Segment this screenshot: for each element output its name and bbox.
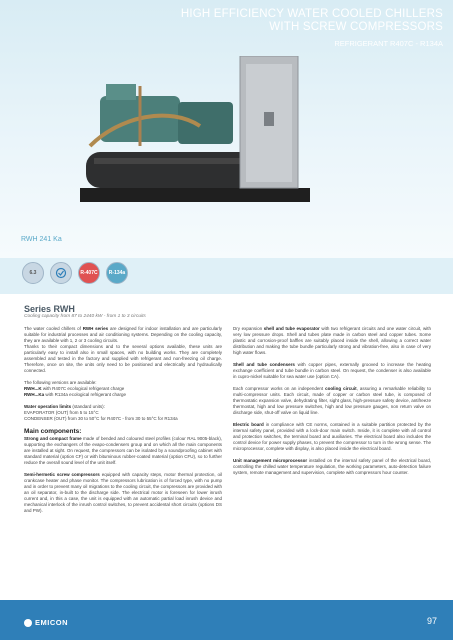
eurovent-icon bbox=[55, 267, 67, 279]
limits-paragraph: Water operation limits (standard units): EVAPORATOR (OUT) from 5 to 15°C CONDENSER (OUT) from 30 to 50°C for R407C - from 30 to 55°C for R134a bbox=[24, 404, 178, 421]
cooling-circuit-paragraph: Each compressor works on an independent cooling circuit, assuring a remarkable reliability to multi-compressor units. Each circuit, made of copper or carbon steel tube, is composed of thermostatic expansion valve, dehydrating filter, sight glass, high-pressure safety device, antifreeze thermostat, high and low pressure switches, high and low pressure gauges, non return valve on discharge side, shut-off valve on liquid line. bbox=[233, 386, 431, 415]
eurovent-badge bbox=[50, 262, 72, 284]
chiller-unit-image bbox=[80, 56, 310, 234]
evaporator-paragraph: Dry expansion shell and tube evaporator with two refrigerant circuits and one water circuit, with very low pressure drops. Shell and tubes plate made in carbon steel and copper tubes. Some plastic and corrosion-proof baffles are suitably placed inside the shell, allowing a correct water distribution and making the tube bundle particularly strong and vibration-free, also in case of very high water flows. bbox=[233, 326, 432, 355]
header bbox=[181, 8, 443, 48]
versions-paragraph: The following versions are available: RWH...K with R407C ecological refrigerant charge RWH...Ka with R134a ecological refrigerant charge bbox=[24, 380, 126, 397]
product-hero bbox=[0, 0, 453, 258]
electric-board-paragraph: Electric board in compliance with CE norms, contained in a suitable partition protected by the internal safety panel, provided with a lock-door main switch. Inside, it is complete with all control and protection switches, the terminal board and auxiliaries. The electrical board also includes the control device for power supply phases, to prevent the compressor to turn in the wrong sense. The microprocessor, complete with display, is also placed inside the electrical board. bbox=[233, 422, 431, 451]
microprocessor-paragraph: Unit management microprocessor installed on the internal safety panel of the electrical board, controlling the chilled water temperature regulation, the working parameters, auto-detection failure system, remote management and supervision, complete with compressors hour counter. bbox=[233, 458, 431, 475]
condensers-paragraph: Shell and tube condensers with copper pipes, externally grooved to increase the heating exchange coefficient and tube bundle in carbon steel. On request, the condenser is also available in cupro-nickel suitable for sea water use (option CA). bbox=[233, 362, 432, 379]
efficiency-badge: 6.3 bbox=[22, 262, 44, 284]
page-title-line2: WITH SCREW COMPRESSORS bbox=[269, 21, 443, 33]
main-components-heading: Main components: bbox=[24, 428, 82, 435]
logo-icon bbox=[24, 619, 32, 627]
intro-paragraph: The water cooled chillers of RWH series are designed for indoor installation and are particularly suitable for industrial processes and air conditioning systems. Depending on the cooling capacity, they are available with 1, 2 or 3 cooling circuits. Thanks to their compact dimensions and to the several options available, these units are particularly easy to install also in small spaces, with no building works. They are completely assembled and tested in the factory and supplied with refrigerant and non-freezing oil charge. Therefore, once on site, the units only need to be positioned and electrically and hydraulically connected. bbox=[24, 326, 222, 373]
refrigerant-r134a-badge: R-134a bbox=[106, 262, 128, 284]
right-column bbox=[233, 326, 431, 482]
page-title: HIGH EFFICIENCY WATER COOLED CHILLERS bbox=[180, 8, 443, 20]
page-number: 97 bbox=[426, 616, 437, 626]
model-label: RWH 241 Ka bbox=[21, 236, 62, 243]
page-subtitle: REFRIGERANT R407C - R134A bbox=[334, 39, 443, 48]
series-title: Series RWH bbox=[24, 304, 75, 314]
left-column bbox=[24, 326, 222, 520]
compressors-paragraph: Semi-hermetic screw compressors equipped with capacity steps, motor thermal protection, oil crankcase heater and phase monitor. The compressors lubrication is of forced type, with no pump and in order to prevent many oil migrations to the cooling circuit, the compressors are provided with an oil separator, in-built to the discharge side. The electrical motor is foreseen for lower inrush current and, in this a case, the unit is equipped with an automatic partial load inrush device and mechanical interlock of the inrush control switches, to prevent accidental short circuits (options DS and PW). bbox=[24, 472, 222, 513]
frame-paragraph: Strong and compact frame made of bended and coloured steel profiles (colour RAL 9005-black), supporting the exchangers of the evapo-condensers group and on which all the main components are installed at sight. On request, the compressors can be isolated by a soundproofing cabinet with standard material (option CF) or with bituminous rubber-coated material (option CFU), so to further reduce the overall sound level of the unit itself. bbox=[24, 436, 222, 465]
refrigerant-r407c-badge: R-407C bbox=[78, 262, 100, 284]
emicon-logo: EMICON bbox=[24, 618, 68, 627]
certification-badges bbox=[22, 262, 128, 284]
series-capacity: Cooling capacity from 87 to 2440 kW - from 1 to 3 circuits bbox=[24, 314, 146, 319]
